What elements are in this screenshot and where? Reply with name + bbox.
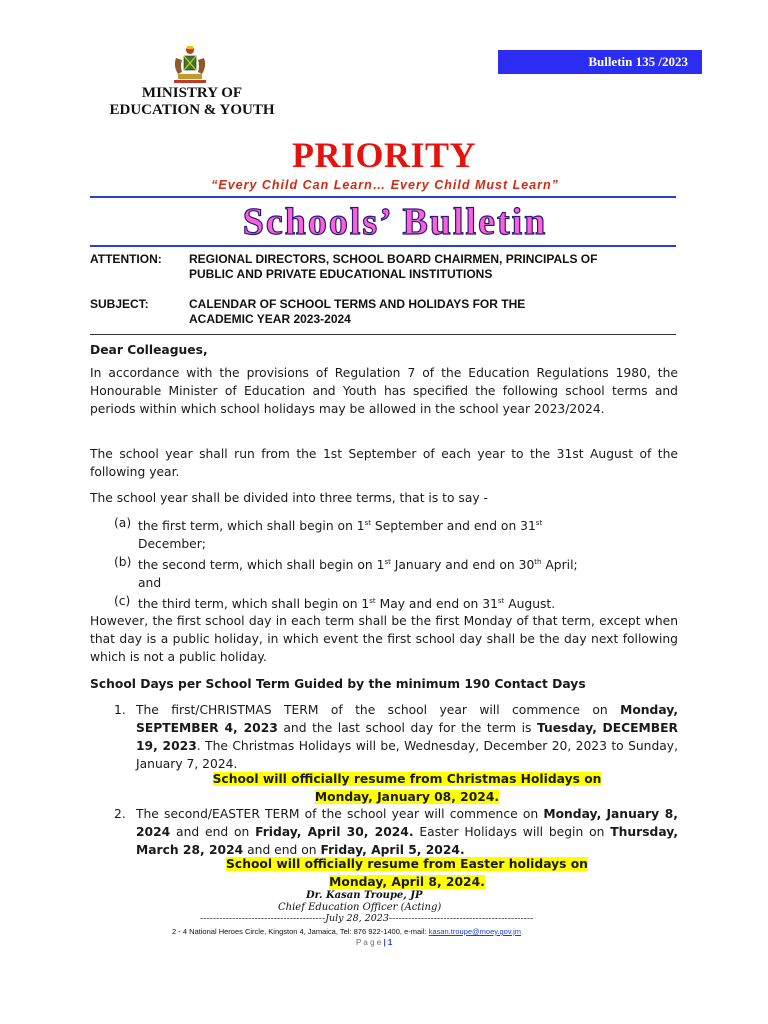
item-2-number: 2. <box>114 807 126 821</box>
subject-label: SUBJECT: <box>90 297 149 311</box>
term-sup-b: st <box>535 519 543 527</box>
email-link[interactable]: kasan.troupe@moey.gov.jm <box>428 927 522 936</box>
bulletin-date: July 28, 2023 <box>325 913 389 924</box>
date-line-dashes-right: --------------------------------------------- <box>388 913 534 924</box>
signatory-title: Chief Education Officer (Acting) <box>278 902 442 913</box>
paragraph-1: In accordance with the provisions of Regulation 7 of the Education Regulations 1980, the Honourable Minister of Education and Youth has specified the following school terms and periods within which school holidays may be allowed in the school year 2023/2024. <box>90 366 678 416</box>
item-2-end-date: Friday, April 30, 2024. <box>255 825 414 839</box>
blue-divider-bottom <box>90 245 676 247</box>
date-line-dashes-left: --------------------------------------- <box>200 913 326 924</box>
paragraph-3: The school year shall be divided into three terms, that is to say - <box>90 491 488 505</box>
coat-of-arms-icon <box>168 44 212 86</box>
page-footer <box>356 938 392 947</box>
list-item-text <box>138 553 578 574</box>
list-item-text <box>138 514 542 535</box>
term-text-a: the third term, which shall begin on 1 <box>138 597 370 612</box>
list-item <box>114 553 678 574</box>
term-sup-a: st <box>364 519 372 527</box>
date-line <box>200 913 580 924</box>
item-2-text <box>136 805 678 859</box>
item-2-start-day: Monday, <box>543 807 602 821</box>
attention-line-1: REGIONAL DIRECTORS, SCHOOL BOARD CHAIRMEN, PRINCIPALS OF <box>189 252 598 266</box>
motto: “Every Child Can Learn… Every Child Must Learn” <box>211 178 559 192</box>
blue-divider-top <box>90 196 676 198</box>
list-item <box>114 514 678 535</box>
paragraph-4: However, the first school day in each term shall be the first Monday of that term, except when that day is a public holiday, in which event the first school day shall be the day next following which is not a public holiday. <box>90 614 678 664</box>
ministry-address <box>172 927 521 936</box>
item-1-start-date: SEPTEMBER 4, 2023 <box>136 721 278 735</box>
item-2-highlight-2: Monday, April 8, 2024. <box>329 875 485 889</box>
schools-bulletin-title: Schools’ Bulletin <box>242 201 548 243</box>
item-1-text <box>136 701 678 773</box>
item-1-end-date: DECEMBER 19, 2023 <box>136 721 678 753</box>
term-sup-a: st <box>369 597 376 606</box>
ministry-name <box>92 85 292 119</box>
item-1-highlight-1: School will officially resume from Christmas Holidays on <box>212 772 602 786</box>
item-1-text-3: . The Christmas Holidays will be, Wednesday, December <box>196 739 548 753</box>
term-text-b: May and end on 31 <box>375 597 498 612</box>
attention-label: ATTENTION: <box>90 252 162 266</box>
list-marker: (a) <box>114 516 132 530</box>
item-1-text-2: and the last school day for the term is <box>277 721 538 735</box>
item-2-holiday-end: Friday, April 5, 2024. <box>320 843 465 857</box>
signatory-name: Dr. Kasan Troupe, JP <box>306 890 423 901</box>
term-text-b: September and end on 31 <box>371 519 536 534</box>
item-2-text-5: and end on <box>243 843 321 857</box>
page-separator: | <box>383 938 388 947</box>
section-heading: School Days per School Term Guided by the minimum 190 Contact Days <box>90 677 586 691</box>
list-item-continuation: December; <box>138 537 206 552</box>
term-sup-b: th <box>534 558 542 567</box>
item-2-holiday-start: Thursday, March 28, 2024 <box>136 825 678 857</box>
item-1-end-day: Tuesday, <box>537 721 597 735</box>
item-2-text-1: The second/EASTER TERM of the school year will commence on <box>136 807 544 821</box>
item-1-highlight-2: Monday, January 08, 2024. <box>314 790 500 804</box>
item-2-start-date: January 8, 2024 <box>136 807 678 839</box>
list-marker: (c) <box>114 594 131 609</box>
list-item <box>114 592 678 613</box>
subject-value <box>189 297 689 327</box>
page-label: P a g e <box>356 938 384 947</box>
item-2-highlight-1: School will officially resume from Easter holidays on <box>226 857 588 871</box>
term-text-c: August. <box>504 597 556 612</box>
priority-heading: PRIORITY <box>291 135 477 175</box>
term-sup-a: st <box>384 558 391 567</box>
term-text-a: the second term, which shall begin on 1 <box>138 558 385 573</box>
item-1-text-1: The first/CHRISTMAS TERM of the school year will commence on <box>136 703 621 717</box>
salutation: Dear Colleagues, <box>90 343 208 357</box>
item-1-number: 1. <box>114 703 126 717</box>
attention-line-2: PUBLIC AND PRIVATE EDUCATIONAL INSTITUTIONS <box>189 267 493 281</box>
ministry-line-1: MINISTRY OF <box>141 85 243 101</box>
bulletin-number-badge: Bulletin 135 /2023 <box>498 50 702 74</box>
subject-line-1: CALENDAR OF SCHOOL TERMS AND HOLIDAYS FOR THE <box>189 297 526 311</box>
item-1-text-4: 20, 2023 to Sunday, January 7, 2024. <box>136 739 678 771</box>
item-1-resume-notice <box>136 770 678 806</box>
term-text-c: April; <box>541 558 578 573</box>
item-2-text-4: on <box>589 825 611 839</box>
item-2-text-3: Easter Holidays will begin <box>413 825 584 839</box>
ministry-line-2: EDUCATION & YOUTH <box>109 102 275 118</box>
attention-value <box>189 252 689 282</box>
page-number: 1 <box>387 938 393 947</box>
address-text: 2 - 4 National Heroes Circle, Kingston 4, Jamaica, Tel: 876 922-1400, e-mail: <box>172 927 429 936</box>
term-list <box>114 514 678 613</box>
subject-line-2: ACADEMIC YEAR 2023-2024 <box>189 312 351 326</box>
list-item-continuation: and <box>138 576 162 591</box>
list-marker: (b) <box>114 555 132 570</box>
memo-divider <box>90 334 676 335</box>
paragraph-2: The school year shall run from the 1st September of each year to the 31st August of the following year. <box>90 447 678 479</box>
term-sup-b: st <box>497 597 505 606</box>
list-item-text <box>138 592 555 613</box>
item-2-text-2: and end on <box>170 825 256 839</box>
item-1-start-day: Monday, <box>620 703 678 717</box>
term-text-b: January and end on 30 <box>390 558 535 573</box>
item-2-resume-notice <box>136 855 678 891</box>
term-text-a: the first term, which shall begin on 1 <box>138 519 365 534</box>
